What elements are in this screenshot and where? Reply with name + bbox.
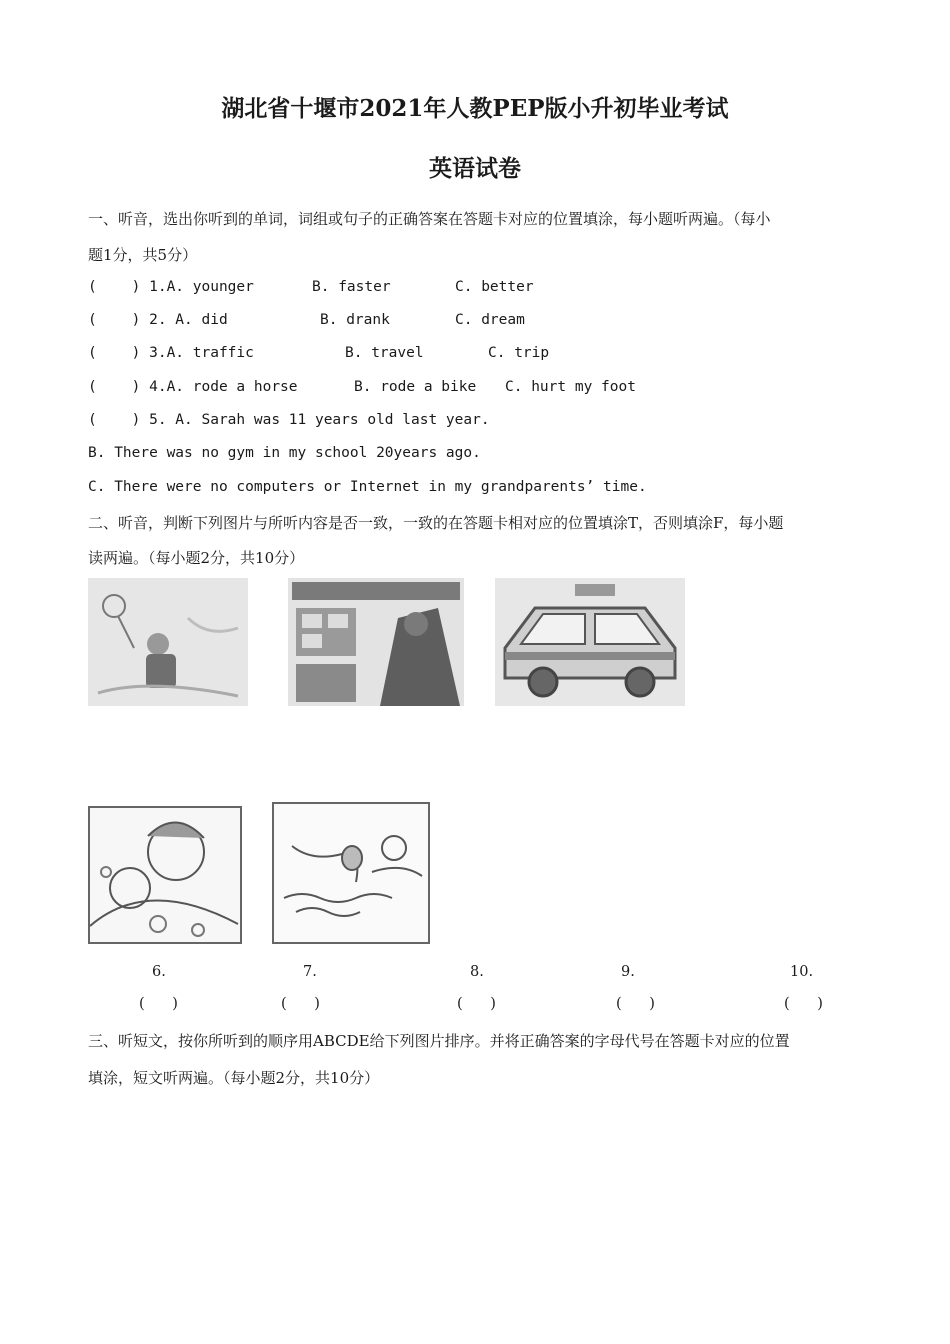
answer-blank-10[interactable]: ( ) xyxy=(784,996,823,1012)
exam-subtitle: 英语试卷 xyxy=(429,155,521,182)
exam-title: 湖北省十堰市2021年人教PEP版小升初毕业考试 xyxy=(221,95,729,122)
answer-blank-6[interactable]: ( ) xyxy=(139,996,178,1012)
question-4-option-a: ( ) 4.A. rode a horse xyxy=(88,379,298,395)
picture-number-10: 10. xyxy=(790,964,814,980)
question-1-option-a: ( ) 1.A. younger xyxy=(88,279,254,295)
question-2-option-c: C. dream xyxy=(455,312,525,328)
picture-number-6: 6. xyxy=(152,964,166,980)
answer-blank-9[interactable]: ( ) xyxy=(616,996,655,1012)
answer-blank-8[interactable]: ( ) xyxy=(457,996,496,1012)
section3-instruction-line1: 三、听短文，按你所听到的顺序用ABCDE给下列图片排序。并将正确答案的字母代号在答题卡对应的位置 xyxy=(88,1032,790,1050)
question-3-option-a: ( ) 3.A. traffic xyxy=(88,345,254,361)
section1-instruction-line2: 题1分，共5分） xyxy=(88,246,198,264)
answer-blank-7[interactable]: ( ) xyxy=(281,996,320,1012)
question-5-option-a: ( ) 5. A. Sarah was 11 years old last year. xyxy=(88,412,490,428)
question-5-option-c: C. There were no computers or Internet in my grandparents’ time. xyxy=(88,479,647,495)
mother-and-baby-picture xyxy=(88,806,242,944)
question-1-option-b: B. faster xyxy=(312,279,391,295)
question-3-option-b: B. travel xyxy=(345,345,424,361)
section2-instruction-line1: 二、听音，判断下列图片与所听内容是否一致，一致的在答题卡相对应的位置填涂T，否则填涂F，每小题 xyxy=(88,514,784,532)
section1-instruction-line1: 一、听音，选出你听到的单词，词组或句子的正确答案在答题卡对应的位置填涂，每小题听两遍。（每小 xyxy=(88,210,771,228)
question-2-option-a: ( ) 2. A. did xyxy=(88,312,228,328)
picture-number-8: 8. xyxy=(470,964,484,980)
question-4-option-b: B. rode a bike xyxy=(354,379,477,395)
picture-number-9: 9. xyxy=(621,964,635,980)
boy-with-kite-picture xyxy=(88,578,248,706)
picture-number-7: 7. xyxy=(303,964,317,980)
question-2-option-b: B. drank xyxy=(320,312,390,328)
question-5-option-b: B. There was no gym in my school 20years ago. xyxy=(88,445,481,461)
question-3-option-c: C. trip xyxy=(488,345,550,361)
taxi-picture xyxy=(495,578,685,706)
question-4-option-c: C. hurt my foot xyxy=(505,379,636,395)
question-1-option-c: C. better xyxy=(455,279,534,295)
person-at-board-picture xyxy=(288,578,464,706)
swimming-picture xyxy=(272,802,430,944)
section3-instruction-line2: 填涂，短文听两遍。（每小题2分，共10分） xyxy=(88,1069,380,1087)
section2-instruction-line2: 读两遍。（每小题2分，共10分） xyxy=(88,549,305,567)
